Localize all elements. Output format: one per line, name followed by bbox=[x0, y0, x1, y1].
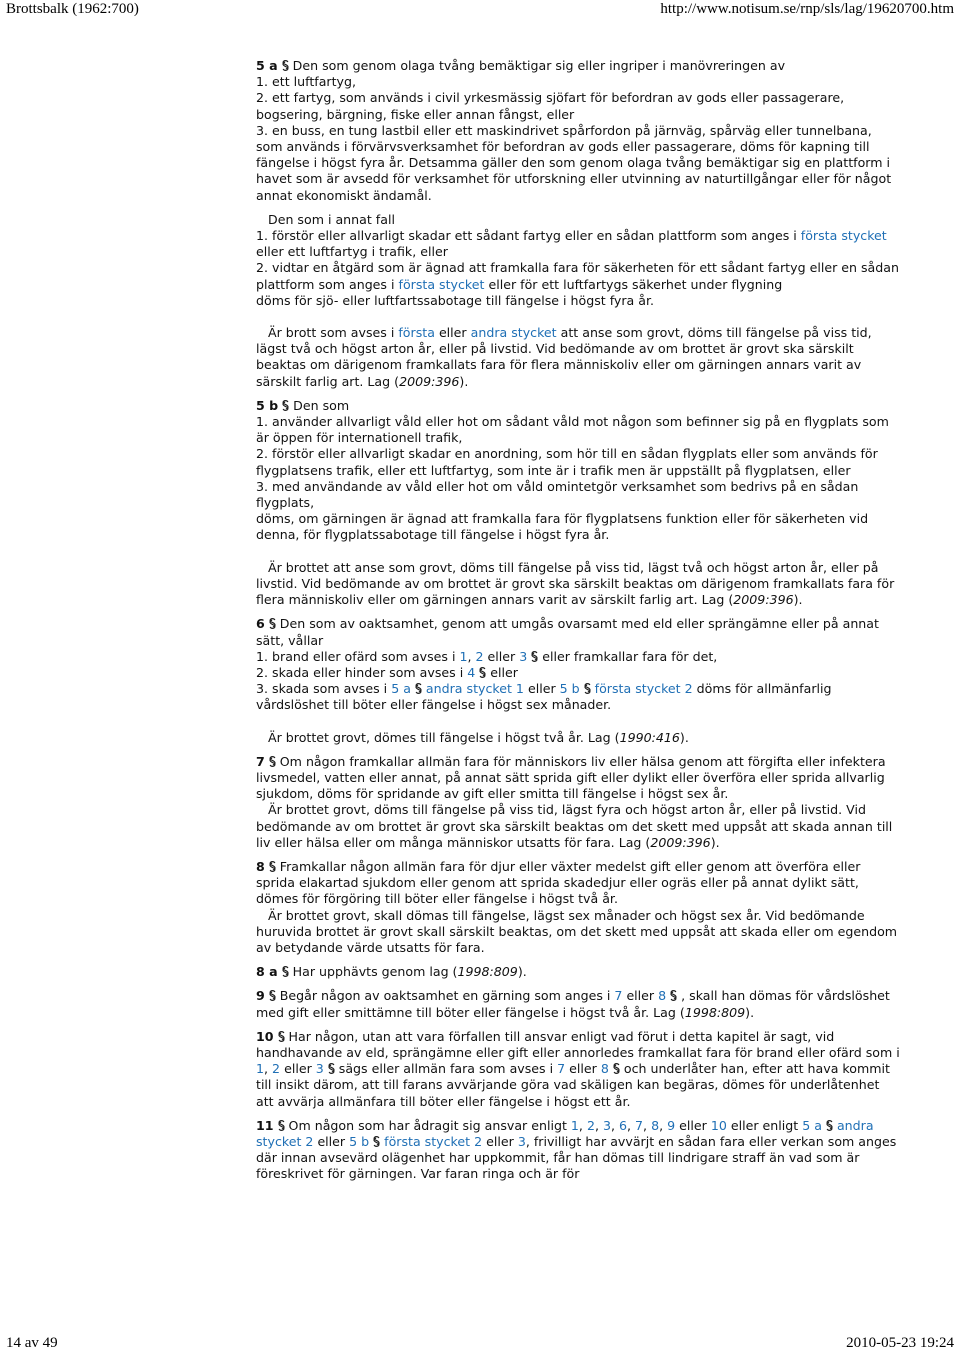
list-item: 1. brand eller ofärd som avses i 1, 2 eller 3 eller framkallar fara för det, bbox=[256, 648, 718, 664]
section-sign-icon bbox=[281, 966, 290, 977]
section-8: 8 Framkallar någon allmän fara för djur eller växter medelst gift eller genom att överföra eller sprida elakartad sjukdom eller genom att sprida skadedjur eller ogräs eller på annat dylikt sätt, dömes för förgöring till böter eller fängelse i högst två år. bbox=[256, 858, 861, 907]
list-item: 1. förstör eller allvarligt skadar ett sådant fartyg eller en sådan plattform som anges i första stycket eller ett luftfartyg i trafik, eller bbox=[256, 228, 887, 260]
paragraph: Är brottet grovt, skall dömas till fängelse, lägst sex månader och högst sex år. Vid bedömande huruvida brottet är grovt skall särskilt beaktas, om det skett med uppsåt att skada eller om egendom av betydande värde utsatts för fara. bbox=[256, 907, 898, 955]
link-section-2[interactable]: 2 bbox=[272, 1061, 281, 1077]
section-sign-icon bbox=[327, 1063, 336, 1074]
paragraph: Är brottet att anse som grovt, döms till fängelse på viss tid, lägst två och högst arton år, eller på livstid. Vid bedömande av om brottet är grovt ska särskilt beaktas om därigenom framkallats fara för flera människoliv eller om gärningen annars varit av särskilt farlig art. Lag (2009:396). bbox=[256, 559, 895, 608]
link-section-7[interactable]: 7 bbox=[635, 1117, 644, 1133]
link-section-4[interactable]: 4 bbox=[467, 664, 476, 680]
section-sign-icon bbox=[372, 1136, 381, 1147]
section-6-intro: 6 Den som av oaktsamhet, genom att umgås ovarsamt med eld eller sprängämne eller på annat sätt, vållar bbox=[256, 616, 879, 648]
law-reference: 1998:809 bbox=[684, 1004, 746, 1020]
paragraph: Den som i annat fall bbox=[268, 211, 395, 227]
print-timestamp: 2010-05-23 19:24 bbox=[846, 1335, 954, 1351]
section-9: 9 Begår någon av oaktsamhet en gärning som anges i 7 eller 8 , skall han dömas för vårdslöshet med gift eller smittämne till böter eller fängelse i högst två år. Lag (1998:809). bbox=[256, 988, 890, 1020]
section-sign-icon bbox=[478, 667, 487, 678]
paragraph-number: 5 b bbox=[256, 397, 279, 413]
link-andra-stycket-1[interactable]: andra stycket 1 bbox=[425, 681, 524, 697]
section-sign-icon bbox=[414, 683, 423, 694]
section-7: 7 Om någon framkallar allmän fara för människors liv eller hälsa genom att förgifta eller infektera livsmedel, vatten eller annat, på annat sätt sprida gift eller dylikt eller överföra eller sprida allvarlig sjukdom, döms för spridande av gift eller smitta till fängelse i högst sex år. bbox=[256, 753, 886, 802]
paragraph-number: 6 bbox=[256, 616, 265, 632]
link-section-8[interactable]: 8 bbox=[651, 1117, 660, 1133]
link-section-5a[interactable]: 5 a bbox=[802, 1117, 822, 1133]
link-section-8[interactable]: 8 bbox=[658, 988, 667, 1004]
header-url: http://www.notisum.se/rnp/sls/lag/19620700.htm bbox=[660, 1, 954, 17]
section-sign-icon bbox=[612, 1063, 621, 1074]
list-item: 3. skada som avses i 5 a andra stycket 1 eller 5 b första stycket 2 döms för allmänfarlig vårdslöshet till böter eller fängelse i högst sex månader. bbox=[256, 681, 832, 713]
link-section-5b[interactable]: 5 b bbox=[349, 1133, 370, 1149]
paragraph-number: 7 bbox=[256, 753, 265, 769]
link-section-9[interactable]: 9 bbox=[667, 1117, 676, 1133]
list-item: 3. med användande av våld eller hot om våld omintetgör verksamhet som bedrivs på en sådan flygplats, bbox=[256, 478, 859, 511]
page-footer bbox=[6, 1335, 954, 1352]
link-section-1[interactable]: 1 bbox=[570, 1117, 579, 1133]
link-forsta-stycket-2[interactable]: första stycket 2 bbox=[594, 681, 693, 697]
section-sign-icon bbox=[277, 1120, 286, 1131]
link-section-8[interactable]: 8 bbox=[600, 1061, 609, 1077]
section-sign-icon bbox=[281, 400, 290, 411]
section-sign-icon bbox=[268, 756, 277, 767]
section-10: 10 Har någon, utan att vara förfallen till ansvar enligt vad förut i detta kapitel är sagt, vid handhavande av eld, sprängämne eller gift eller annorledes framkallat fara för brand eller ofärd som i 1, 2 eller 3 sägs eller allmän fara som avses i 7 eller 8 och underlåter han, efter att hava kommit till insikt därom, att till farans avvärjande göra vad skäligen kan begäras, dömes för underlåtenhet att avvärja allmänfara till böter eller fängelse i högst ett år. bbox=[256, 1028, 900, 1109]
paragraph: Är brottet grovt, döms till fängelse på viss tid, lägst fyra och högst arton år, eller på livstid. Vid bedömande av om brottet är grovt ska särskilt beaktas om det skett med uppsåt att skada annan till liv eller hälsa eller om många människor utsatts för fara. Lag (2009:396). bbox=[256, 802, 893, 850]
section-sign-icon bbox=[281, 60, 290, 71]
paragraph-number: 5 a bbox=[256, 58, 278, 73]
document-body bbox=[256, 58, 901, 1183]
paragraph-number: 10 bbox=[256, 1028, 274, 1044]
link-section-3[interactable]: 3 bbox=[602, 1117, 611, 1133]
section-sign-icon bbox=[268, 861, 277, 872]
list-item: 2. skada eller hinder som avses i 4 eller bbox=[256, 664, 518, 680]
list-item: 3. en buss, en tung lastbil eller ett maskindrivet spårfordon på järnväg, spårväg eller tunnelbana, som används i förvärvsverksamhet för befordran av gods eller passagerare, döms för kapning till fängelse i högst fyra år. Detsamma gäller den som genom olaga tvång bemäktigar sig en plattform i havet som är avsedd för verksamhet för utforskning eller utvinning av naturtillgångar eller för något annat ekonomiskt ändamål. bbox=[256, 122, 892, 203]
section-5b-intro: 5 b Den som bbox=[256, 397, 350, 413]
section-sign-icon bbox=[277, 1031, 286, 1042]
section-sign-icon bbox=[825, 1120, 834, 1131]
section-11: 11 Om någon som har ådragit sig ansvar enligt 1, 2, 3, 6, 7, 8, 9 eller 10 eller enligt 5 a andra stycket 2 eller 5 b första stycket 2 eller 3, frivilligt har avvärjt en sådan fara eller verkan som anges där innan avsevärd olägenhet har uppkommit, får han dömas till lindrigare straff än vad som är föreskrivet för gärningen. Var faran ringa och är för bbox=[256, 1117, 897, 1182]
link-section-5a[interactable]: 5 a bbox=[391, 681, 411, 697]
link-section-1[interactable]: 1 bbox=[459, 648, 468, 664]
section-8a: 8 a Har upphävts genom lag (1998:809). bbox=[256, 964, 527, 980]
list-item: 1. ett luftfartyg, bbox=[256, 74, 356, 90]
section-sign-icon bbox=[530, 651, 539, 662]
link-section-10[interactable]: 10 bbox=[710, 1117, 727, 1133]
link-andra-stycket[interactable]: andra stycket bbox=[470, 325, 557, 341]
page-header bbox=[6, 1, 954, 18]
list-item: 2. ett fartyg, som används i civil yrkesmässig sjöfart för befordran av gods eller passagerare, bogsering, bärgning, fiske eller annan fångst, eller bbox=[256, 90, 845, 122]
law-reference: 2009:396 bbox=[650, 834, 711, 850]
link-section-2[interactable]: 2 bbox=[475, 648, 484, 664]
page-count: 14 av 49 bbox=[6, 1335, 58, 1351]
paragraph-number: 9 bbox=[256, 988, 265, 1004]
link-section-7[interactable]: 7 bbox=[614, 988, 623, 1004]
link-section-1[interactable]: 1 bbox=[256, 1061, 265, 1077]
header-title: Brottsbalk (1962:700) bbox=[6, 1, 139, 17]
law-reference: 2009:396 bbox=[733, 592, 794, 608]
paragraph-number: 8 a bbox=[256, 964, 278, 980]
link-section-7[interactable]: 7 bbox=[557, 1061, 566, 1077]
link-forsta-stycket[interactable]: första stycket bbox=[398, 276, 485, 292]
list-item: 2. förstör eller allvarligt skadar en anordning, som hör till en sådan flygplats eller som används för flygplatsens trafik, eller ett luftfartyg, som inte är i trafik men är uppställt på flygplatsen, eller bbox=[256, 446, 878, 478]
paragraph: döms för sjö- eller luftfartssabotage till fängelse i högst fyra år. bbox=[256, 292, 655, 308]
link-section-3[interactable]: 3 bbox=[519, 648, 528, 664]
law-reference: 1998:809 bbox=[457, 964, 518, 980]
section-sign-icon bbox=[268, 618, 277, 629]
section-sign-icon bbox=[669, 990, 678, 1001]
paragraph: Är brott som avses i första eller andra stycket att anse som grovt, döms till fängelse på viss tid, lägst två och högst arton år, eller på livstid. Vid bedömande av om brottet är grovt ska särskilt beaktas om därigenom framkallats fara för flera människoliv eller om gärningen annars varit av särskilt farlig art. Lag (2009:396). bbox=[256, 325, 872, 389]
paragraph: döms, om gärningen är ägnad att framkalla fara för flygplatsens funktion eller för säkerheten vid denna, för flygplatssabotage till fängelse i högst fyra år. bbox=[256, 511, 869, 543]
list-item: 1. använder allvarligt våld eller hot om sådant våld mot någon som befinner sig på en flygplats som är öppen för internationell trafik, bbox=[256, 414, 889, 446]
link-section-2[interactable]: 2 bbox=[586, 1117, 595, 1133]
link-section-5b[interactable]: 5 b bbox=[559, 681, 580, 697]
paragraph-number: 11 bbox=[256, 1117, 274, 1133]
link-section-3[interactable]: 3 bbox=[315, 1061, 324, 1077]
link-section-3[interactable]: 3 bbox=[517, 1133, 526, 1149]
law-reference: 2009:396 bbox=[399, 373, 460, 389]
section-sign-icon bbox=[583, 683, 592, 694]
section-sign-icon bbox=[268, 990, 277, 1001]
link-forsta-stycket[interactable]: första stycket bbox=[800, 228, 887, 244]
paragraph: Är brottet grovt, dömes till fängelse i högst två år. Lag (1990:416). bbox=[268, 729, 689, 745]
law-reference: 1990:416 bbox=[619, 729, 680, 745]
section-5a-intro: 5 a Den som genom olaga tvång bemäktigar sig eller ingriper i manövreringen av bbox=[256, 58, 786, 73]
link-andra-stycket-2[interactable]: andra stycket 2 bbox=[256, 1117, 874, 1149]
link-forsta[interactable]: första bbox=[398, 325, 435, 341]
link-section-6[interactable]: 6 bbox=[619, 1117, 628, 1133]
link-forsta-stycket-2[interactable]: första stycket 2 bbox=[384, 1133, 483, 1149]
list-item: 2. vidtar en åtgärd som är ägnad att framkalla fara för säkerheten för ett sådant fartyg eller en sådan plattform som anges i första stycket eller för ett luftfartygs säkerhet under flygning bbox=[256, 260, 899, 292]
paragraph-number: 8 bbox=[256, 858, 265, 874]
